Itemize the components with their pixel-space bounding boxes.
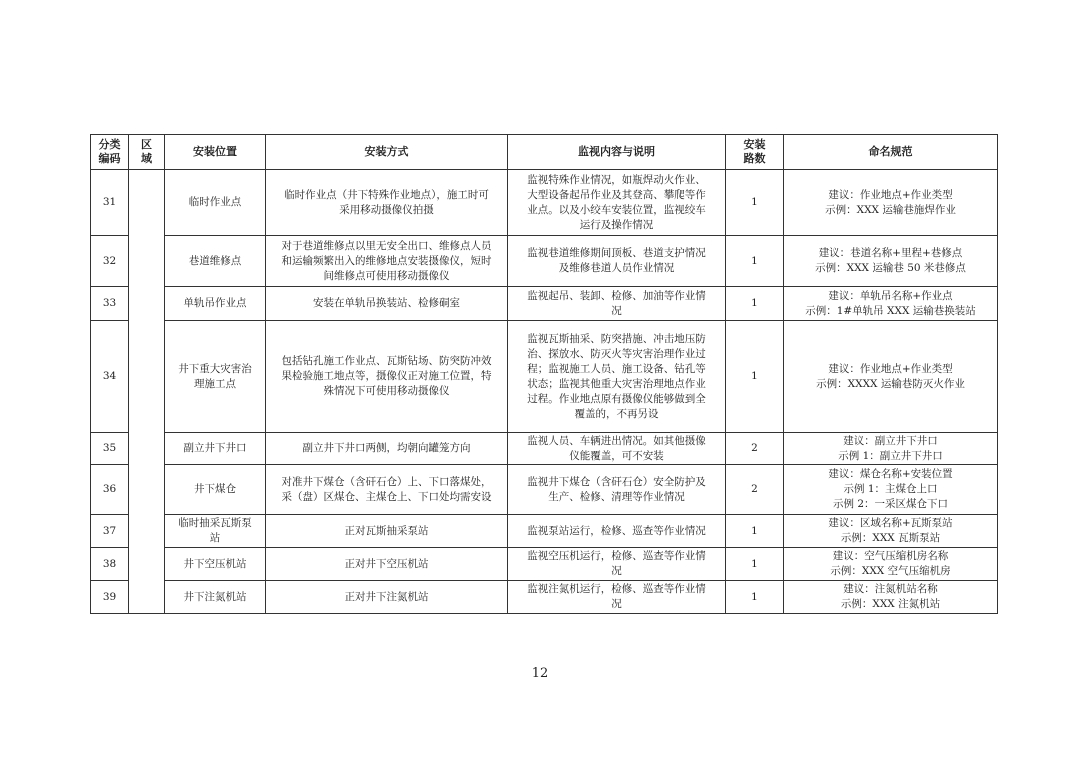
- cell-method: 包括钻孔施工作业点、瓦斯钻场、防突防冲效 果检验施工地点等，摄像仪正对施工位置，特 殊情况下可使用移动摄像仪: [266, 321, 508, 433]
- cell-code: 38: [91, 548, 129, 581]
- cell-code: 32: [91, 236, 129, 287]
- table-row: [91, 236, 998, 287]
- cell-content: 监视特殊作业情况，如瓶焊动火作业、 大型设备起吊作业及其登高、攀爬等作 业点。以及小绞车安装位置，监视绞车 运行及操作情况: [508, 170, 726, 236]
- table-row: [91, 170, 998, 236]
- table-row: [91, 548, 998, 581]
- cell-code: 33: [91, 287, 129, 321]
- header-code: 分类 编码: [91, 135, 129, 170]
- table-row: [91, 581, 998, 614]
- cell-count: 1: [726, 170, 784, 236]
- cell-location: 井下空压机站: [165, 548, 266, 581]
- cell-count: 2: [726, 465, 784, 515]
- cell-naming: 建议：作业地点+作业类型 示例：XXXX 运输巷防灭火作业: [784, 321, 998, 433]
- cell-content: 监视瓦斯抽采、防突措施、冲击地压防 治、探放水、防灭火等灾害治理作业过 程；监视施工人员、施工设备、钻孔等 状态；监视其他重大灾害治理地点作业 过程。作业地点原有摄像仪能够做到全 覆盖的，不再另设: [508, 321, 726, 433]
- cell-naming: 建议：区域名称+瓦斯泵站 示例：XXX 瓦斯泵站: [784, 515, 998, 548]
- cell-code: 31: [91, 170, 129, 236]
- cell-naming: 建议：单轨吊名称+作业点 示例：1#单轨吊 XXX 运输巷换装站: [784, 287, 998, 321]
- cell-location: 临时抽采瓦斯泵 站: [165, 515, 266, 548]
- cell-naming: 建议：注氮机站名称 示例：XXX 注氮机站: [784, 581, 998, 614]
- cell-count: 1: [726, 548, 784, 581]
- cell-method: 正对瓦斯抽采泵站: [266, 515, 508, 548]
- cell-content: 监视巷道维修期间顶板、巷道支护情况 及维修巷道人员作业情况: [508, 236, 726, 287]
- cell-naming: 建议：作业地点+作业类型 示例：XXX 运输巷施焊作业: [784, 170, 998, 236]
- table-row: [91, 287, 998, 321]
- cell-content: 监视注氮机运行，检修、巡查等作业情 况: [508, 581, 726, 614]
- cell-method: 副立井下井口两侧，均朝向罐笼方向: [266, 433, 508, 465]
- cell-naming: 建议：巷道名称+里程+巷修点 示例：XXX 运输巷 50 米巷修点: [784, 236, 998, 287]
- cell-region: [129, 170, 165, 614]
- cell-code: 35: [91, 433, 129, 465]
- cell-count: 1: [726, 581, 784, 614]
- cell-count: 2: [726, 433, 784, 465]
- cell-content: 监视人员、车辆进出情况。如其他摄像 仪能覆盖，可不安装: [508, 433, 726, 465]
- cell-content: 监视泵站运行，检修、巡查等作业情况: [508, 515, 726, 548]
- table-row: [91, 321, 998, 433]
- cell-code: 39: [91, 581, 129, 614]
- cell-location: 井下煤仓: [165, 465, 266, 515]
- header-count: 安装 路数: [726, 135, 784, 170]
- cell-count: 1: [726, 321, 784, 433]
- cell-code: 36: [91, 465, 129, 515]
- cell-count: 1: [726, 287, 784, 321]
- cell-location: 临时作业点: [165, 170, 266, 236]
- header-location: 安装位置: [165, 135, 266, 170]
- table-row: [91, 433, 998, 465]
- cell-method: 正对井下注氮机站: [266, 581, 508, 614]
- cell-method: 对准井下煤仓（含矸石仓）上、下口落煤处， 采（盘）区煤仓、主煤仓上、下口处均需安设: [266, 465, 508, 515]
- cell-naming: 建议：煤仓名称+安装位置 示例 1：主煤仓上口 示例 2：一采区煤仓下口: [784, 465, 998, 515]
- cell-method: 临时作业点（井下特殊作业地点），施工时可 采用移动摄像仪拍摄: [266, 170, 508, 236]
- cell-content: 监视起吊、装卸、检修、加油等作业情 况: [508, 287, 726, 321]
- table-header-row: [91, 135, 998, 170]
- cell-content: 监视井下煤仓（含矸石仓）安全防护及 生产、检修、清理等作业情况: [508, 465, 726, 515]
- cell-location: 单轨吊作业点: [165, 287, 266, 321]
- table-row: [91, 515, 998, 548]
- cell-method: 对于巷道维修点以里无安全出口、维修点人员 和运输频繁出入的维修地点安装摄像仪，短时 间维修点可使用移动摄像仪: [266, 236, 508, 287]
- cell-count: 1: [726, 515, 784, 548]
- cell-method: 正对井下空压机站: [266, 548, 508, 581]
- header-content: 监视内容与说明: [508, 135, 726, 170]
- camera-installation-table: [90, 134, 998, 614]
- cell-count: 1: [726, 236, 784, 287]
- cell-naming: 建议：副立井下井口 示例 1：副立井下井口: [784, 433, 998, 465]
- header-region: 区 域: [129, 135, 165, 170]
- table-row: [91, 465, 998, 515]
- cell-location: 副立井下井口: [165, 433, 266, 465]
- cell-location: 井下重大灾害治 理施工点: [165, 321, 266, 433]
- cell-location: 巷道维修点: [165, 236, 266, 287]
- header-method: 安装方式: [266, 135, 508, 170]
- page-number: 12: [531, 666, 549, 681]
- cell-code: 34: [91, 321, 129, 433]
- cell-method: 安装在单轨吊换装站、检修硐室: [266, 287, 508, 321]
- header-naming: 命名规范: [784, 135, 998, 170]
- cell-code: 37: [91, 515, 129, 548]
- cell-naming: 建议：空气压缩机房名称 示例：XXX 空气压缩机房: [784, 548, 998, 581]
- cell-content: 监视空压机运行，检修、巡查等作业情 况: [508, 548, 726, 581]
- cell-location: 井下注氮机站: [165, 581, 266, 614]
